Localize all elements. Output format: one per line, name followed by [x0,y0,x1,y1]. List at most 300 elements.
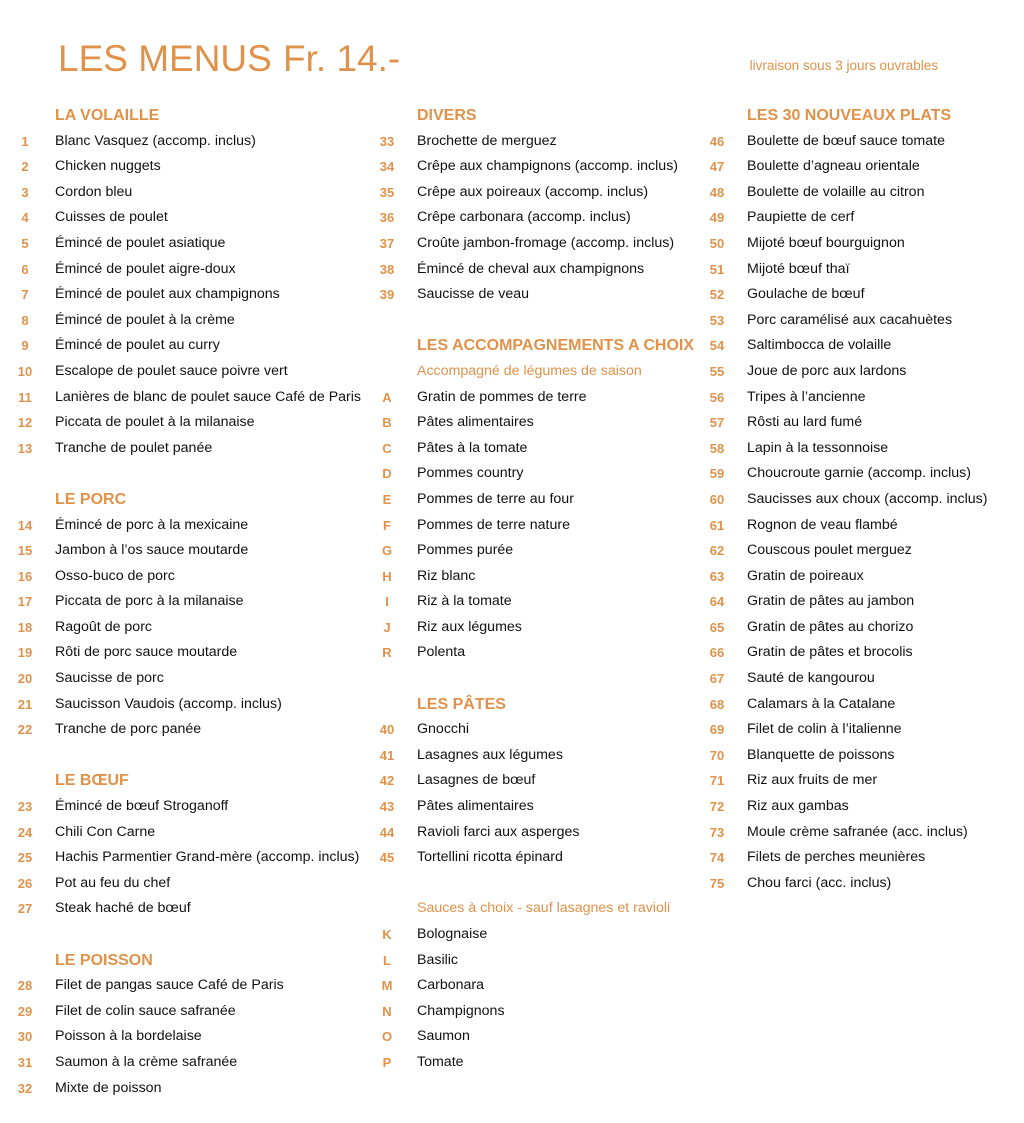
menu-item [704,333,1019,359]
menu-item-label: Pot au feu du chef [55,874,171,891]
menu-item-label: Filet de pangas sauce Café de Paris [55,977,284,994]
menu-item [704,308,1019,334]
menu-item-number: 68 [709,696,725,712]
menu-item-label: Choucroute garnie (accomp. inclus) [747,465,971,482]
menu-item [704,845,1019,871]
menu-item [374,205,704,231]
menu-item-number: 45 [379,850,395,866]
menu-item-number: N [382,1003,392,1019]
menu-header [58,34,958,84]
section-heading-row [374,103,704,129]
menu-item-label: Piccata de porc à la milanaise [55,593,244,610]
menu-item-label: Émincé de cheval aux champignons [417,260,645,277]
menu-item [12,999,367,1025]
menu-item-label: Émincé de poulet aux champignons [55,286,280,303]
menu-item-number: D [382,466,392,482]
menu-item [374,410,704,436]
menu-item-label: Steak haché de bœuf [55,900,191,917]
menu-item-label: Émincé de bœuf Stroganoff [55,798,229,815]
menu-item [374,717,704,743]
menu-item-number: 74 [709,850,725,866]
menu-item-number: 27 [17,901,33,917]
menu-item-label: Gnocchi [417,721,470,738]
delivery-note: livraison sous 3 jours ouvrables [749,58,938,73]
menu-item [374,743,704,769]
menu-item-label: Croûte jambon-fromage (accomp. inclus) [417,234,675,251]
menu-item [12,896,367,922]
menu-item-number: 40 [379,722,395,738]
menu-item-number: 43 [379,799,395,815]
menu-item [704,666,1019,692]
menu-item-label: Gratin de pommes de terre [417,388,587,405]
menu-item-number: 48 [709,184,725,200]
section-heading: LES PÂTES [417,695,506,713]
menu-item-number: 36 [379,210,395,226]
menu-item-label: Tranche de porc panée [55,721,202,738]
menu-item [374,564,704,590]
menu-item-label: Chicken nuggets [55,158,161,175]
menu-item-number: 60 [709,491,725,507]
menu-item-label: Pommes purée [417,542,514,559]
menu-item [12,282,367,308]
menu-item [704,257,1019,283]
menu-item-number: 6 [21,261,29,277]
menu-item-label: Escalope de poulet sauce poivre vert [55,362,288,379]
spacer-row [374,871,704,897]
menu-item-number: G [381,543,393,559]
menu-item-number: 13 [17,440,33,456]
menu-item-label: Paupiette de cerf [747,209,855,226]
menu-item-label: Saumon [417,1028,470,1045]
menu-item [704,589,1019,615]
menu-item-label: Filets de perches meunières [747,849,926,866]
menu-item [374,973,704,999]
menu-item-label: Émincé de poulet à la crème [55,311,235,328]
menu-item-label: Blanc Vasquez (accomp. inclus) [55,132,256,149]
menu-item [374,513,704,539]
menu-item-label: Crêpe aux champignons (accomp. inclus) [417,158,679,175]
menu-item [374,282,704,308]
menu-item-label: Gratin de poireaux [747,567,864,584]
menu-item-number: P [382,1054,392,1070]
spacer-row [374,666,704,692]
menu-item [704,820,1019,846]
menu-item-label: Porc caramélisé aux cacahuètes [747,311,953,328]
menu-item [374,487,704,513]
menu-item-number: 65 [709,619,725,635]
menu-item-label: Saucisson Vaudois (accomp. inclus) [55,695,282,712]
section-heading: DIVERS [417,107,477,124]
menu-item [12,615,367,641]
menu-item [704,564,1019,590]
menu-item-label: Mijoté bœuf bourguignon [747,234,905,251]
menu-item-label: Tortellini ricotta épinard [417,849,563,866]
menu-item-label: Mixte de poisson [55,1079,162,1096]
menu-item-number: 73 [709,824,725,840]
menu-item [704,743,1019,769]
menu-item-number: F [383,517,391,533]
menu-item-number: 69 [709,722,725,738]
menu-item-number: 56 [709,389,725,405]
menu-item-number: 53 [709,312,725,328]
menu-item-number: 19 [17,645,33,661]
menu-item-number: 41 [379,747,395,763]
menu-item-label: Riz aux fruits de mer [747,772,878,789]
section-heading-row [12,103,367,129]
menu-item-number: 71 [709,773,725,789]
menu-item [12,231,367,257]
menu-item-number: 30 [17,1029,33,1045]
menu-item-number: 28 [17,978,33,994]
menu-item [704,205,1019,231]
section-subheading: Accompagné de légumes de saison [417,362,642,379]
menu-item [704,180,1019,206]
menu-item [704,385,1019,411]
menu-item-label: Crêpe aux poireaux (accomp. inclus) [417,183,649,200]
menu-item-number: 47 [709,159,725,175]
menu-item [374,820,704,846]
menu-item-label: Filet de colin à l’italienne [747,721,902,738]
menu-item-number: 22 [17,722,33,738]
menu-item-number: 26 [17,875,33,891]
menu-item-label: Polenta [417,644,466,661]
menu-item-number: 25 [17,850,33,866]
menu-item [374,385,704,411]
menu-item [374,257,704,283]
menu-item-label: Filet de colin sauce safranée [55,1002,236,1019]
menu-item [12,359,367,385]
menu-item-label: Bolognaise [417,926,488,942]
spacer-row [12,461,367,487]
section-heading-row [374,333,704,359]
menu-item [12,871,367,897]
menu-item-number: 70 [709,747,725,763]
menu-item-number: 17 [17,594,33,610]
section-heading: LE BŒUF [55,772,129,790]
menu-item-number: 3 [21,184,29,200]
menu-item [704,768,1019,794]
menu-item-number: 54 [709,338,725,354]
menu-item-number: K [382,927,392,942]
menu-item [704,436,1019,462]
section-heading: LA VOLAILLE [55,107,160,124]
menu-item-number: O [381,1029,393,1045]
menu-item-label: Pâtes à la tomate [417,439,528,456]
section-heading-row [374,692,704,718]
menu-item-number: 11 [18,389,32,405]
menu-item-number: 20 [17,671,33,687]
menu-item-label: Couscous poulet merguez [747,542,912,559]
menu-item-number: 1 [21,133,29,149]
menu-item [374,154,704,180]
menu-item-number: E [382,491,392,507]
menu-item-number: J [383,619,391,635]
menu-item-label: Saucisse de porc [55,670,164,687]
menu-item-label: Piccata de poulet à la milanaise [55,414,255,431]
menu-item [704,640,1019,666]
menu-item-number: 46 [709,133,725,149]
menu-item-number: 52 [709,287,725,303]
menu-price: Fr. 14.- [283,38,401,79]
menu-item [12,794,367,820]
menu-item-number: 33 [379,133,395,149]
menu-item [12,692,367,718]
menu-item [12,410,367,436]
menu-item-label: Carbonara [417,977,485,994]
menu-item [12,973,367,999]
menu-item-number: 59 [709,466,725,482]
menu-item-label: Basilic [417,951,458,968]
menu-item [12,154,367,180]
menu-item-label: Ragoût de porc [55,618,153,635]
menu-item-label: Saumon à la crème safranée [55,1053,238,1070]
menu-item-number: 34 [379,159,395,175]
menu-item-number: 49 [709,210,725,226]
menu-item-number: 16 [17,568,33,584]
menu-item-number: 51 [709,261,725,277]
menu-item-label: Lasagnes de bœuf [417,772,536,789]
menu-item-label: Saltimbocca de volaille [747,337,892,354]
section-subheading-row [374,359,704,385]
menu-item-number: 32 [17,1080,33,1096]
menu-item-number: 37 [379,235,395,251]
menu-item [704,794,1019,820]
menu-item [704,282,1019,308]
menu-item-label: Goulache de bœuf [747,286,865,303]
menu-item [374,180,704,206]
spacer-row [12,922,367,948]
menu-item [374,999,704,1025]
section-heading-row [12,768,367,794]
menu-item [12,1076,367,1102]
menu-item-number: H [382,568,392,584]
menu-item [12,436,367,462]
menu-item-number: 14 [17,517,33,533]
menu-item-label: Émincé de poulet asiatique [55,234,226,251]
menu-item-number: 55 [709,363,725,379]
menu-item-label: Rognon de veau flambé [747,516,898,533]
menu-item-label: Gratin de pâtes et brocolis [747,644,913,661]
menu-item-number: 21 [17,696,33,712]
menu-item-label: Osso-buco de porc [55,567,175,584]
menu-item-label: Brochette de merguez [417,132,557,149]
menu-item [704,231,1019,257]
menu-item-number: 35 [379,184,395,200]
page-title: LES MENUS [58,38,272,79]
menu-item-label: Tranche de poulet panée [55,439,213,456]
menu-item [704,410,1019,436]
menu-item-label: Chili Con Carne [55,823,156,840]
menu-item-number: C [382,440,392,456]
menu-item-label: Tripes à l’ancienne [747,388,866,405]
menu-item [374,948,704,974]
spacer-row [374,308,704,334]
menu-item-number: 29 [17,1003,33,1019]
menu-item-number: 39 [379,287,395,303]
menu-item [374,1050,704,1076]
menu-item [704,513,1019,539]
menu-item [12,385,367,411]
menu-item [374,922,704,948]
menu-item-label: Riz blanc [417,567,476,584]
menu-item [374,1024,704,1050]
menu-item [12,640,367,666]
section-subheading-row [374,896,704,922]
menu-item-number: 64 [709,594,725,610]
menu-item-label: Sauté de kangourou [747,670,875,687]
section-heading: LES ACCOMPAGNEMENTS A CHOIX [417,337,695,355]
menu-item-label: Saucisse de veau [417,286,529,303]
menu-item [704,129,1019,155]
menu-item [12,564,367,590]
section-heading-row [12,948,367,974]
menu-item-label: Poisson à la bordelaise [55,1028,202,1045]
menu-item [12,589,367,615]
menu-item-label: Crêpe carbonara (accomp. inclus) [417,209,631,226]
menu-column-1 [12,103,367,1101]
menu-item-label: Pommes country [417,465,524,482]
menu-item [374,129,704,155]
section-heading: LE PORC [55,490,127,508]
menu-item-label: Lasagnes aux légumes [417,746,563,763]
menu-item-label: Pommes de terre au four [417,490,574,507]
menu-item [12,257,367,283]
section-heading: LES 30 NOUVEAUX PLATS [747,107,952,124]
menu-item-label: Jambon à l’os sauce moutarde [55,542,249,559]
menu-item-label: Cuisses de poulet [55,209,168,226]
menu-item [12,538,367,564]
menu-item-number: 12 [17,415,33,431]
section-heading-row [12,487,367,513]
menu-item-label: Boulette de bœuf sauce tomate [747,132,945,149]
menu-item-number: L [383,952,391,968]
menu-item-number: 67 [709,671,725,687]
menu-item-label: Joue de porc aux lardons [747,362,907,379]
menu-item [704,487,1019,513]
menu-item-label: Saucisses aux choux (accomp. inclus) [747,490,988,507]
menu-item-label: Riz à la tomate [417,593,512,610]
menu-item-number: I [385,594,389,610]
menu-item-number: 61 [709,517,725,533]
menu-item [12,666,367,692]
menu-item-number: 66 [709,645,725,661]
menu-item-label: Pâtes alimentaires [417,414,534,431]
section-subheading: Sauces à choix - sauf lasagnes et ravioli [417,900,671,917]
menu-item-number: 63 [709,568,725,584]
menu-item [12,180,367,206]
menu-item-number: 24 [17,824,33,840]
menu-item-number: 44 [379,824,395,840]
menu-column-3 [704,103,1019,896]
menu-item-label: Rôsti au lard fumé [747,414,863,431]
menu-item-label: Émincé de poulet au curry [55,337,220,354]
menu-item-label: Émincé de poulet aigre-doux [55,260,236,277]
menu-item [12,1024,367,1050]
menu-item-number: 10 [17,363,33,379]
menu-item [704,538,1019,564]
menu-item [12,129,367,155]
menu-item [374,768,704,794]
menu-item-number: 58 [709,440,725,456]
menu-item [704,461,1019,487]
menu-item [704,692,1019,718]
menu-item-number: 57 [709,415,725,431]
menu-item-label: Riz aux légumes [417,618,522,635]
menu-item-label: Lapin à la tessonnoise [747,439,889,456]
menu-item [704,359,1019,385]
menu-item-label: Boulette de volaille au citron [747,183,925,200]
menu-item [374,589,704,615]
menu-item [374,640,704,666]
menu-item-label: Pommes de terre nature [417,516,570,533]
menu-item-label: Champignons [417,1002,505,1019]
menu-item [12,333,367,359]
menu-item [12,717,367,743]
menu-item-number: 38 [379,261,395,277]
menu-item-number: M [381,978,393,994]
menu-item-number: 42 [379,773,395,789]
menu-item [374,538,704,564]
menu-item-label: Blanquette de poissons [747,746,895,763]
menu-item-label: Ravioli farci aux asperges [417,823,580,840]
menu-item-number: 5 [21,235,29,251]
menu-item-number: 2 [21,159,29,175]
menu-item-label: Gratin de pâtes au chorizo [747,618,914,635]
menu-item-number: R [382,645,392,661]
menu-item [12,845,367,871]
menu-item [374,461,704,487]
menu-item-number: 4 [21,210,29,226]
menu-item-number: 72 [709,799,725,815]
menu-item-number: 31 [17,1054,33,1070]
menu-item-label: Chou farci (acc. inclus) [747,874,892,891]
menu-item [374,231,704,257]
menu-item-label: Gratin de pâtes au jambon [747,593,915,610]
menu-item [12,513,367,539]
menu-item-number: A [382,389,392,405]
menu-item-label: Émincé de porc à la mexicaine [55,516,249,533]
menu-item-number: 62 [709,543,725,559]
menu-item-label: Hachis Parmentier Grand-mère (accomp. inclus) [55,849,360,866]
menu-item [374,794,704,820]
menu-item-label: Boulette d’agneau orientale [747,158,920,175]
menu-item [12,1050,367,1076]
menu-item [12,820,367,846]
section-heading: LE POISSON [55,951,153,969]
menu-column-2 [374,103,704,1076]
menu-item-number: 9 [21,338,29,354]
menu-item-number: 75 [709,875,725,891]
menu-item-label: Cordon bleu [55,183,133,200]
menu-item-number: 18 [17,619,33,635]
section-heading-row [704,103,1019,129]
menu-item-number: 50 [709,235,725,251]
menu-item [704,154,1019,180]
menu-item-number: 23 [17,799,33,815]
menu-item [374,845,704,871]
menu-item-label: Tomate [417,1053,464,1070]
menu-item-number: 15 [17,543,33,559]
menu-item-number: 7 [21,287,29,303]
menu-item [704,717,1019,743]
menu-item [374,436,704,462]
menu-item [704,615,1019,641]
menu-item-label: Lanières de blanc de poulet sauce Café de Paris [55,388,362,405]
menu-item [12,205,367,231]
menu-item-label: Rôti de porc sauce moutarde [55,644,238,661]
menu-item-number: 8 [21,312,29,328]
menu-item [704,871,1019,897]
